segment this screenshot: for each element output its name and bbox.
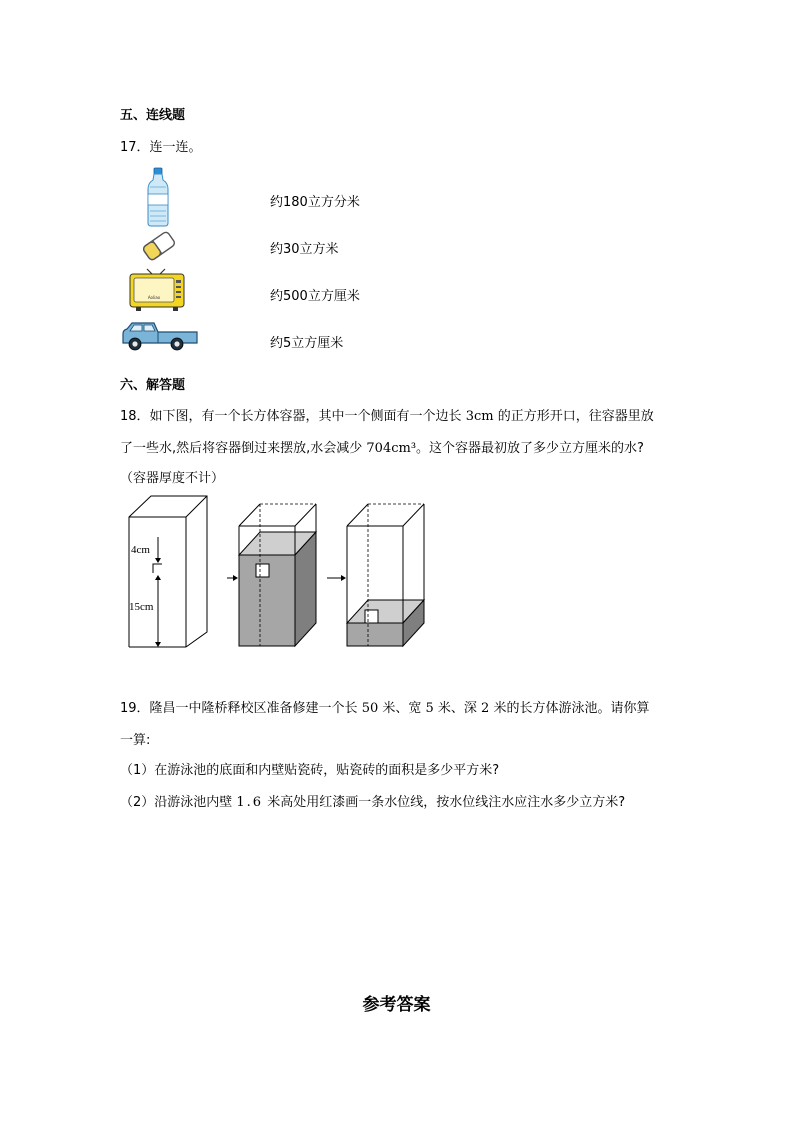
label-4cm: 4cm: [131, 544, 150, 556]
section-5-heading: 五、连线题: [120, 108, 186, 123]
option-4: 约5立方厘米: [270, 336, 344, 351]
question-18-line-1: [120, 405, 654, 424]
container-inverted: [347, 504, 424, 646]
question-19-line-1: [120, 697, 649, 716]
q19-length: 50: [361, 701, 379, 716]
container-dimension-diagram: [129, 496, 207, 647]
option-3: 约500立方厘米: [270, 289, 360, 304]
q19-mid2: 米、深: [433, 701, 482, 716]
answer-title: 参考答案: [362, 995, 431, 1015]
eraser-icon: [141, 228, 177, 264]
option-2: 约30立方米: [270, 242, 339, 257]
tv-brand-label: Aoliao: [147, 295, 161, 300]
question-19-line-2: 一算:: [120, 733, 151, 748]
q19-sub2-value: 1.6: [236, 795, 264, 810]
television-icon: [128, 268, 186, 312]
question-19-sub-1: （1）在游泳池的底面和内壁贴瓷砖，贴瓷砖的面积是多少平方米?: [120, 763, 500, 778]
question-19-sub-2: [120, 791, 625, 810]
label-15cm: 15cm: [129, 601, 154, 613]
question-17: [120, 136, 202, 155]
pickup-truck-icon: [120, 320, 200, 352]
q18-square-side: 3cm: [465, 409, 494, 424]
q18-line2-prefix: 了一些水,然后将容器倒过来摆放,水会减少: [120, 441, 367, 456]
question-18-line-3: （容器厚度不计）: [120, 471, 225, 486]
q18-line1-suffix: 的正方形开口，往容器里放: [493, 409, 654, 424]
section-6-heading: 六、解答题: [120, 378, 186, 393]
q19-depth: 2: [481, 701, 490, 716]
q18-line2-suffix: 。这个容器最初放了多少立方厘米的水?: [416, 441, 644, 456]
q19-width: 5: [425, 701, 434, 716]
q19-suffix: 米的长方体游泳池。请你算: [489, 701, 650, 716]
question-17-number: 17．: [120, 140, 150, 155]
q18-line1-prefix: 18．如下图，有一个长方体容器，其中一个侧面有一个边长: [120, 409, 466, 424]
q19-prefix: 19．隆昌一中隆桥释校区准备修建一个长: [120, 701, 362, 716]
question-18-line-2: [120, 437, 644, 456]
q18-volume-decrease: 704cm³: [366, 441, 417, 456]
water-bottle-icon: [145, 167, 171, 227]
q19-sub2-prefix: （2）沿游泳池内壁: [120, 795, 237, 810]
q19-mid1: 米、宽: [378, 701, 426, 716]
option-1: 约180立方分米: [270, 195, 360, 210]
container-upright: [239, 504, 316, 646]
question-17-text: 连一连。: [149, 140, 202, 155]
q19-sub2-suffix: 米高处用红漆画一条水位线，按水位线注水应注水多少立方米?: [263, 795, 626, 810]
container-figure: [120, 492, 430, 654]
